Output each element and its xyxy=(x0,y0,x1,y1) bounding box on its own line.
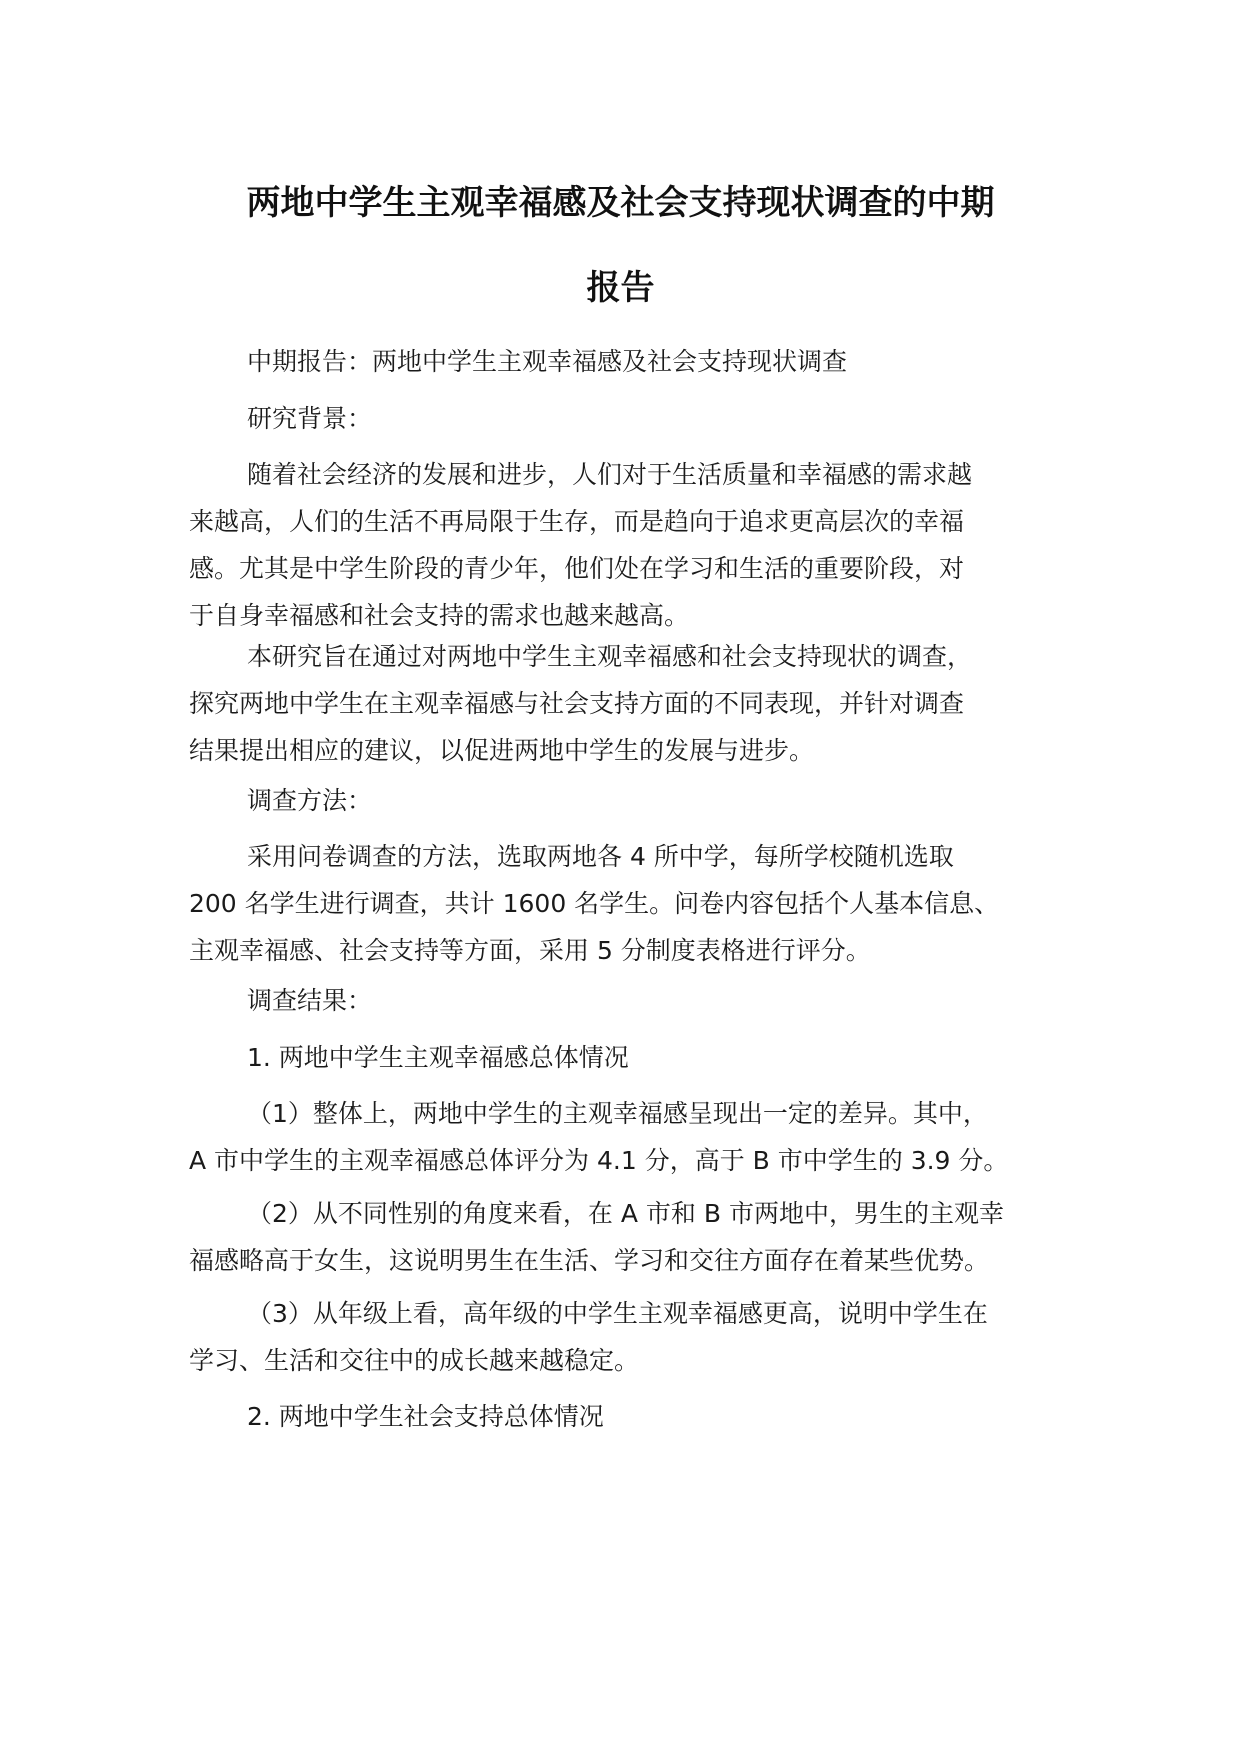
text-line: 结果提出相应的建议，以促进两地中学生的发展与进步。 xyxy=(189,736,815,765)
paragraph-method xyxy=(189,833,1089,974)
document-title-line-1: 两地中学生主观幸福感及社会支持现状调查的中期 xyxy=(246,183,995,223)
text-line: 来越高，人们的生活不再局限于生存，而是趋向于追求更高层次的幸福 xyxy=(189,507,965,536)
text-line: 200 名学生进行调查，共计 1600 名学生。问卷内容包括个人基本信息、 xyxy=(189,889,1000,918)
result-2-heading: 2. 两地中学生社会支持总体情况 xyxy=(247,1402,604,1431)
paragraph-background-2 xyxy=(189,633,1089,774)
text-line: 学习、生活和交往中的成长越来越稳定。 xyxy=(189,1346,640,1375)
text-line: 感。尤其是中学生阶段的青少年，他们处在学习和生活的重要阶段，对 xyxy=(189,554,965,583)
text-line: 采用问卷调查的方法，选取两地各 4 所中学，每所学校随机选取 xyxy=(247,842,954,871)
result-1-heading: 1. 两地中学生主观幸福感总体情况 xyxy=(247,1043,629,1072)
document-title-line-2: 报告 xyxy=(586,268,655,308)
result-1-item-1 xyxy=(189,1090,1089,1184)
text-line: （2）从不同性别的角度来看，在 A 市和 B 市两地中，男生的主观幸 xyxy=(247,1199,1004,1228)
paragraph-background-1 xyxy=(189,451,1089,639)
text-line: 主观幸福感、社会支持等方面，采用 5 分制度表格进行评分。 xyxy=(189,936,871,965)
section-heading-method: 调查方法： xyxy=(247,786,373,815)
text-line: 福感略高于女生，这说明男生在生活、学习和交往方面存在着某些优势。 xyxy=(189,1246,990,1275)
text-line: A 市中学生的主观幸福感总体评分为 4.1 分，高于 B 市中学生的 3.9 分。 xyxy=(189,1146,1009,1175)
report-subtitle: 中期报告：两地中学生主观幸福感及社会支持现状调查 xyxy=(247,347,848,376)
text-line: 本研究旨在通过对两地中学生主观幸福感和社会支持现状的调查， xyxy=(247,642,973,671)
text-line: 于自身幸福感和社会支持的需求也越来越高。 xyxy=(189,601,690,630)
result-1-item-2 xyxy=(189,1190,1089,1284)
section-heading-background: 研究背景： xyxy=(247,404,373,433)
text-line: （3）从年级上看，高年级的中学生主观幸福感更高，说明中学生在 xyxy=(247,1299,988,1328)
text-line: 探究两地中学生在主观幸福感与社会支持方面的不同表现，并针对调查 xyxy=(189,689,965,718)
text-line: （1）整体上，两地中学生的主观幸福感呈现出一定的差异。其中， xyxy=(247,1099,988,1128)
text-line: 随着社会经济的发展和进步，人们对于生活质量和幸福感的需求越 xyxy=(247,460,973,489)
result-1-item-3 xyxy=(189,1290,1089,1384)
section-heading-results: 调查结果： xyxy=(247,986,373,1015)
